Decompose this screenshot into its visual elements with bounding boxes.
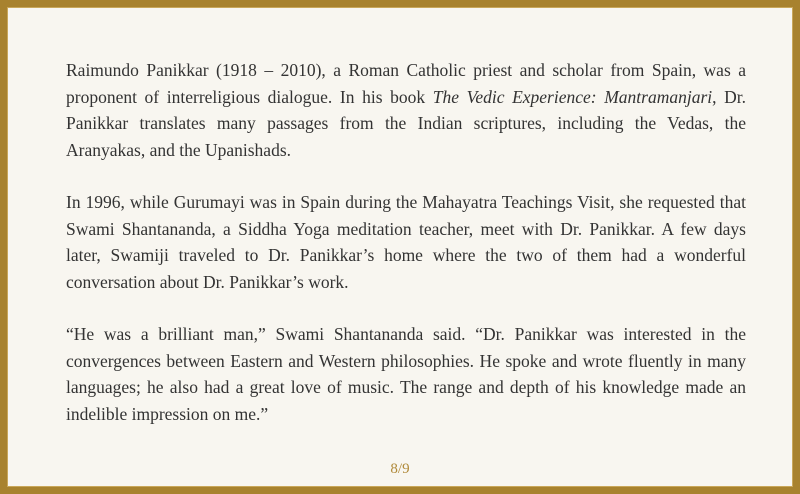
paragraph-1-text-a: Raimundo Panikkar (1918 – 2010), a Roman Catholic priest and scholar from Spain, was a proponent of interreligious dialogue. In his book xyxy=(66,60,746,107)
page-number: 8/9 xyxy=(390,461,410,477)
paragraph-3: “He was a brilliant man,” Swami Shantananda said. “Dr. Panikkar was interested in the convergences between Eastern and Western philosophies. He spoke and wrote fluently in many languages; he also had a great love of music. The range and depth of his knowledge made an indelible impression on me.” xyxy=(66,324,746,424)
paragraph-1-text-b: , Dr. Panikkar translates many passages from the Indian scriptures, including the Vedas, the Aranyakas, and the Upanishads. xyxy=(66,86,746,160)
article-body xyxy=(66,57,746,453)
book-title: The Vedic Experience: Mantramanjari xyxy=(432,86,713,107)
paragraph-2: In 1996, while Gurumayi was in Spain during the Mahayatra Teachings Visit, she requested that Swami Shantananda, a Siddha Yoga meditation teacher, meet with Dr. Panikkar. A few days later, Swamiji traveled to Dr. Panikkar’s home where the two of them had a wonderful conversation about Dr. Panikkar’s work. xyxy=(66,192,746,292)
page-content xyxy=(7,7,793,487)
paragraph-1 xyxy=(66,57,746,163)
